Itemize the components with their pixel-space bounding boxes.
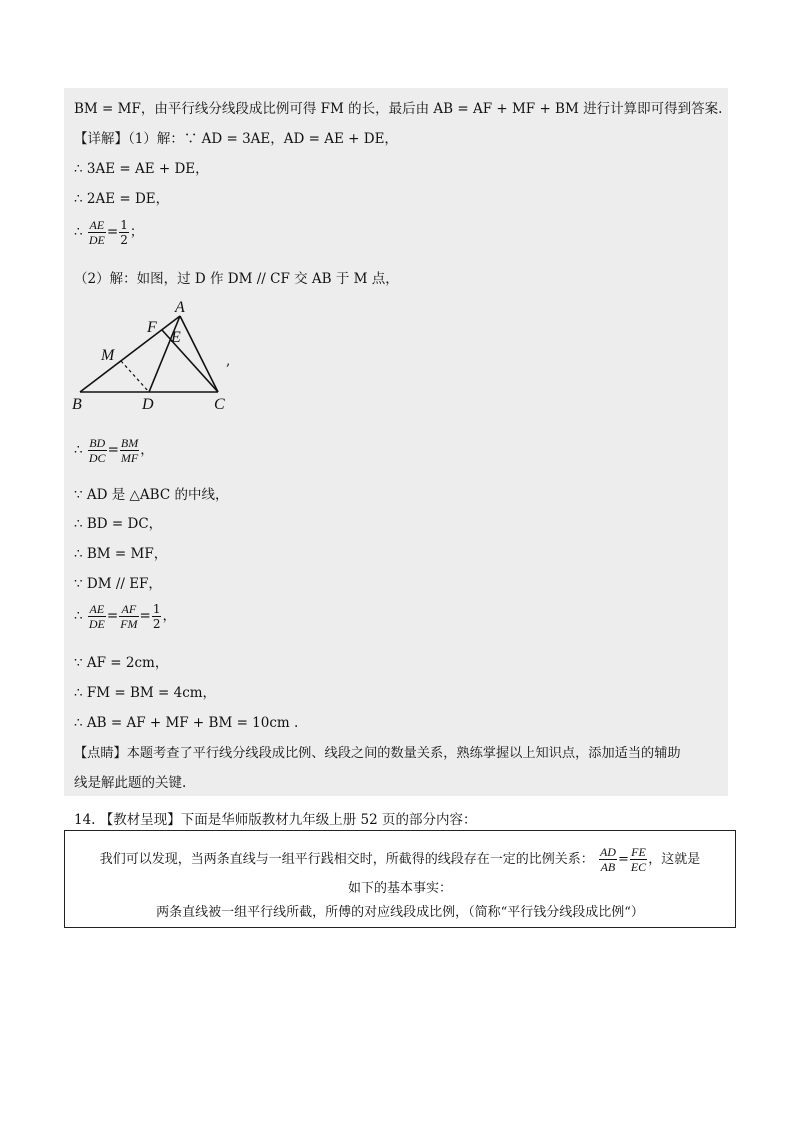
fraction-numerator: AF xyxy=(119,602,138,617)
equals-sign: = xyxy=(107,442,119,458)
fraction-numerator: AE xyxy=(89,218,105,232)
dashed-segment-dm xyxy=(121,361,149,392)
solution-line-15: 【点睛】本题考查了平行线分线段成比例、线段之间的数量关系，熟练掌握以上知识点，添加适当的辅助 xyxy=(74,746,681,761)
solution-line-4 xyxy=(74,218,143,247)
label-b: B xyxy=(72,396,82,413)
solution-line-3: ∴ 2AE = DE， xyxy=(74,191,170,207)
solution-line-11 xyxy=(74,602,176,631)
therefore-symbol: ∴ xyxy=(74,224,83,240)
label-m: M xyxy=(101,347,115,364)
solution-line-9: ∴ BM = MF， xyxy=(74,546,168,562)
solution-line-13: ∴ FM = BM = 4cm， xyxy=(74,685,217,701)
equals-sign: = xyxy=(139,608,151,624)
label-e: E xyxy=(171,329,181,346)
box-row-1 xyxy=(65,845,735,874)
fraction-ae-de xyxy=(88,218,106,247)
fraction-bd-dc xyxy=(88,436,107,465)
label-a: A xyxy=(175,299,185,316)
solution-line-14: ∴ AB = AF + MF + BM = 10cm . xyxy=(74,715,299,731)
figure-comma: , xyxy=(226,353,231,369)
fraction-denominator: MF xyxy=(120,451,139,465)
box-row-2: 如下的基本事实： xyxy=(347,881,452,896)
solution-line-0: BM = MF，由平行线分线段成比例可得 FM 的长，最后由 AB = AF + MF + BM 进行计算即可得到答案. xyxy=(74,101,723,117)
box-row-1-tail: ，这就是 xyxy=(648,852,701,867)
fraction-numerator: BD xyxy=(89,436,106,450)
solution-line-16: 线是解此题的关键. xyxy=(74,775,187,791)
fraction-one-half xyxy=(119,218,129,247)
solution-line-1: 【详解】（1）解：∵ AD = 3AE，AD = AE + DE， xyxy=(74,131,398,147)
semicolon: ； xyxy=(129,224,144,240)
question-14-header: 14. 【教材呈现】下面是华师版教材九年级上册 52 页的部分内容： xyxy=(74,812,477,828)
label-d: D xyxy=(142,396,154,413)
label-c: C xyxy=(214,396,225,413)
fraction-numerator: BM xyxy=(120,436,139,450)
fraction-ae-de xyxy=(88,602,106,631)
solution-line-12: ∵ AF = 2cm， xyxy=(74,655,169,671)
segment-ac xyxy=(180,316,218,392)
therefore-symbol: ∴ xyxy=(74,608,83,624)
comma: ， xyxy=(162,608,176,624)
equals-sign: = xyxy=(617,852,629,867)
solution-line-2: ∴ 3AE = AE + DE， xyxy=(74,161,209,177)
textbook-excerpt-box xyxy=(64,830,736,928)
fraction-denominator: EC xyxy=(630,860,647,874)
fraction-numerator: 1 xyxy=(152,602,161,616)
fraction-denominator: AB xyxy=(600,860,616,874)
fraction-numerator: 1 xyxy=(120,218,128,232)
fraction-denominator: DC xyxy=(88,451,106,465)
equals-sign: = xyxy=(106,224,119,240)
fraction-denominator: 2 xyxy=(120,233,128,247)
fraction-denominator: DE xyxy=(88,617,105,631)
fraction-denominator: 2 xyxy=(152,617,161,631)
fraction-bm-mf xyxy=(120,436,139,465)
triangle-figure xyxy=(70,296,250,416)
fraction-numerator: AE xyxy=(89,602,105,616)
equals-sign: = xyxy=(106,608,119,624)
fraction-af-fm xyxy=(119,602,138,631)
fraction-denominator: FM xyxy=(120,617,138,631)
therefore-symbol: ∴ xyxy=(74,442,83,458)
solution-line-10: ∵ DM // EF， xyxy=(74,576,162,592)
solution-line-8: ∴ BD = DC， xyxy=(74,516,163,532)
solution-line-7: ∵ AD 是 △ABC 的中线， xyxy=(74,487,229,503)
comma: ， xyxy=(140,442,154,458)
fraction-one-half xyxy=(152,602,162,631)
fraction-numerator: AD xyxy=(599,845,616,859)
box-row-3: 两条直线被一组平行线所截，所傅的对应线段成比例，（简称“平行钱分线段成比例“） xyxy=(156,905,644,920)
fraction-numerator: FE xyxy=(631,845,646,859)
fraction-denominator: DE xyxy=(88,233,105,247)
solution-line-6 xyxy=(74,436,154,465)
fraction-ad-ab xyxy=(599,845,617,874)
box-row-1-text: 我们可以发现，当两条直线与一组平行践相交时，所截得的线段存在一定的比例关系： xyxy=(99,852,594,867)
solution-line-5: （2）解：如图，过 D 作 DM // CF 交 AB 于 M 点， xyxy=(74,271,399,287)
fraction-fe-ec xyxy=(630,845,647,874)
label-f: F xyxy=(147,319,157,336)
